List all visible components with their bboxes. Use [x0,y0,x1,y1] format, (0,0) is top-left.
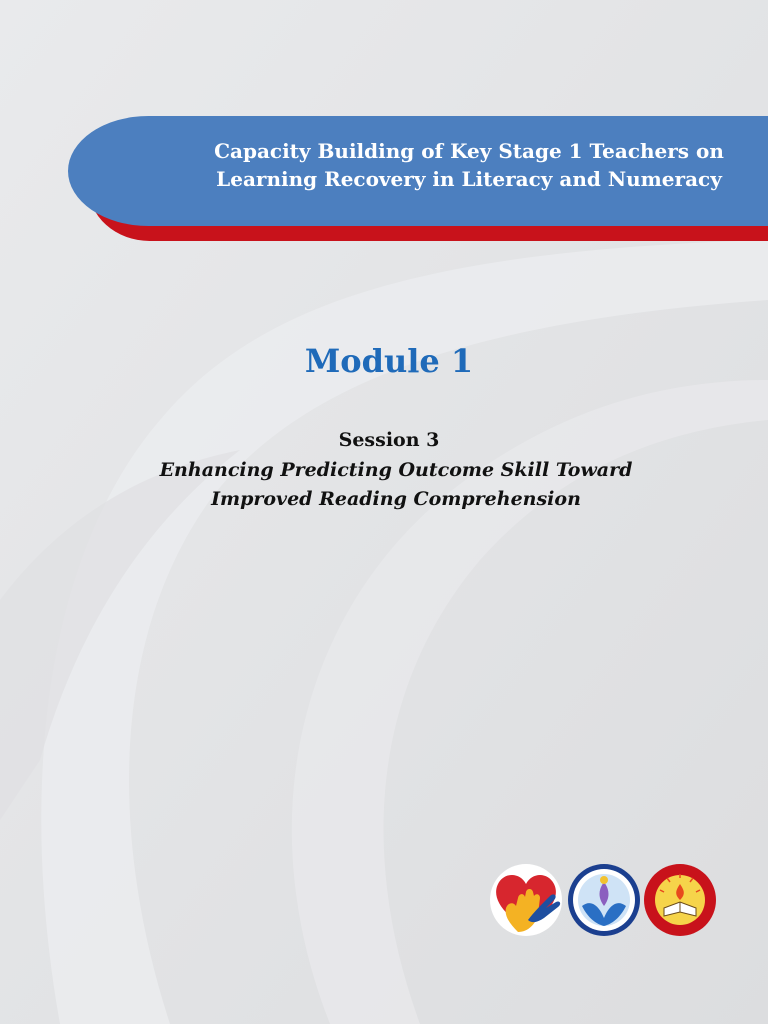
banner-title-line-2: Learning Recovery in Literacy and Numeracy [216,167,722,191]
session-title-line-1: Enhancing Predicting Outcome Skill Toward [159,459,633,481]
session-label: Session 3 [338,429,440,451]
helping-hands-heart-logo [488,862,564,938]
title-banner [68,116,768,241]
banner-title [174,137,764,193]
session-title [0,456,768,514]
kagawaran-ng-edukasyon-seal-logo [642,862,718,938]
module-title: Module 1 [304,342,474,380]
banner-title-line-1: Capacity Building of Key Stage 1 Teachers on [214,139,724,163]
session-title-line-2: Improved Reading Comprehension [211,488,581,510]
teacher-academy-seal-logo [566,862,642,938]
logo-row [488,862,720,940]
